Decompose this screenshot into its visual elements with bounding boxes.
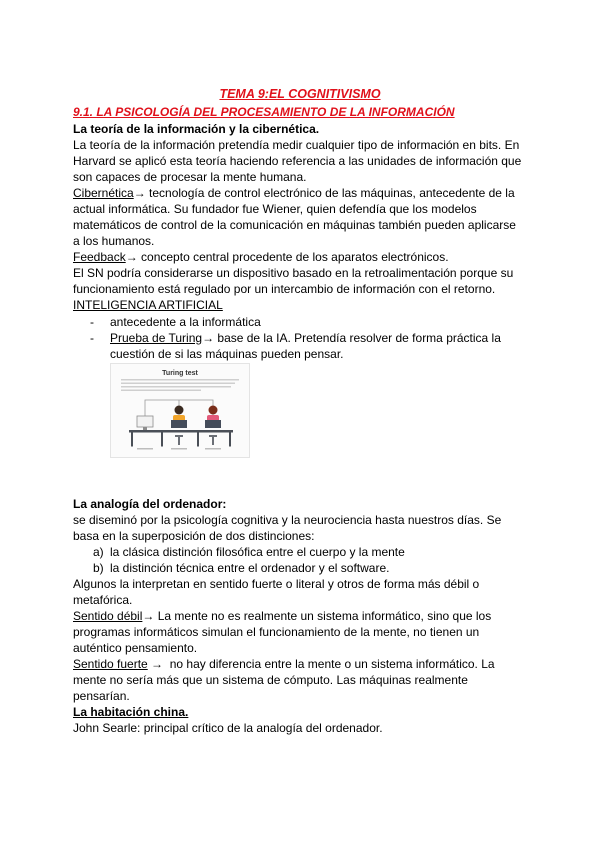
weak-sense-line <box>73 608 491 624</box>
computer-icon <box>137 416 153 430</box>
paragraph-line: pensarían. <box>73 689 130 703</box>
list-item-turing <box>110 330 501 346</box>
term-feedback: Feedback <box>73 250 126 264</box>
list-marker: b) <box>93 561 104 575</box>
section-heading: 9.1. LA PSICOLOGÍA DEL PROCESAMIENTO DE LA INFORMACIÓN <box>73 105 455 119</box>
page-title: TEMA 9:EL COGNITIVISMO <box>219 87 381 101</box>
bullet-dash: - <box>90 315 94 329</box>
list-item: la distinción técnica entre el ordenador y el software. <box>110 561 390 575</box>
desk <box>129 430 233 447</box>
paragraph-line: cuestión de si las máquinas pueden pensar. <box>110 347 344 361</box>
list-marker: a) <box>93 545 104 559</box>
feedback-definition: → concepto central procedente de los aparatos electrónicos. <box>125 250 449 264</box>
turing-definition: → base de la IA. Pretendía resolver de forma práctica la <box>202 331 501 345</box>
turing-test-figure <box>110 363 250 458</box>
paragraph-line: mente no sería más que un sistema de cómputo. Las máquinas realmente <box>73 673 468 687</box>
term-sentido-debil: Sentido débil <box>73 609 143 623</box>
paragraph-line: programas informáticos simulan el funcionamiento de la mente, no tienen un <box>73 625 480 639</box>
heading-analogy: La analogía del ordenador: <box>73 497 227 511</box>
term-sentido-fuerte: Sentido fuerte <box>73 657 148 671</box>
strong-sense-line <box>73 656 495 672</box>
paragraph-line: Algunos la interpretan en sentido fuerte o literal y otros de forma más débil o <box>73 577 480 591</box>
figure-title: Turing test <box>162 370 198 377</box>
figure-caption-lines <box>121 379 239 391</box>
paragraph-line: basa en la superposición de dos distinciones: <box>73 529 315 543</box>
heading-ia: INTELIGENCIA ARTIFICIAL <box>73 298 223 312</box>
paragraph-line: El SN podría considerarse un dispositivo basado en la retroalimentación porque su <box>73 266 514 280</box>
turing-test-illustration <box>111 364 249 457</box>
cibernetica-definition: → tecnología de control electrónico de las máquinas, antecedente de la <box>133 186 515 200</box>
woman-figure <box>205 406 221 429</box>
bullet-dash: - <box>90 331 94 345</box>
paragraph-line: funcionamiento está regulado por un intercambio de información con el retorno. <box>73 282 496 296</box>
paragraph-line: a los humanos. <box>73 234 155 248</box>
heading-chinese-room: La habitación china. <box>73 705 189 719</box>
term-turing: Prueba de Turing <box>110 331 203 345</box>
cibernetica-line <box>73 185 515 201</box>
figure-labels <box>137 448 221 450</box>
paragraph-line: auténtico pensamiento. <box>73 641 198 655</box>
chairs <box>175 435 217 445</box>
term-cibernetica: Cibernética <box>73 186 134 200</box>
weak-sense-definition: → La mente no es realmente un sistema informático, sino que los <box>142 609 492 623</box>
paragraph-line: Harvard se aplicó esta teoría haciendo referencia a las unidades de información que <box>73 154 522 168</box>
strong-sense-definition: → no hay diferencia entre la mente o un sistema informático. La <box>147 657 495 671</box>
paragraph-line: metafórica. <box>73 593 133 607</box>
feedback-line <box>73 249 449 265</box>
paragraph-line: son capaces de procesar la mente humana. <box>73 170 307 184</box>
paragraph-line: La teoría de la información pretendía medir cualquier tipo de información en bits. En <box>73 138 520 152</box>
paragraph-line: matemáticos de control de la comunicación en máquinas también pueden aplicarse <box>73 218 516 232</box>
heading-info-theory: La teoría de la información y la cibernética. <box>73 122 320 136</box>
paragraph-line: se diseminó por la psicología cognitiva y la neurociencia hasta nuestros días. Se <box>73 513 502 527</box>
man-figure <box>171 406 187 429</box>
list-item: antecedente a la informática <box>110 315 261 329</box>
paragraph-line: John Searle: principal crítico de la analogía del ordenador. <box>73 721 383 735</box>
list-item: la clásica distinción filosófica entre el cuerpo y la mente <box>110 545 405 559</box>
paragraph-line: actual informática. Su fundador fue Wiener, quien defendía que los modelos <box>73 202 477 216</box>
